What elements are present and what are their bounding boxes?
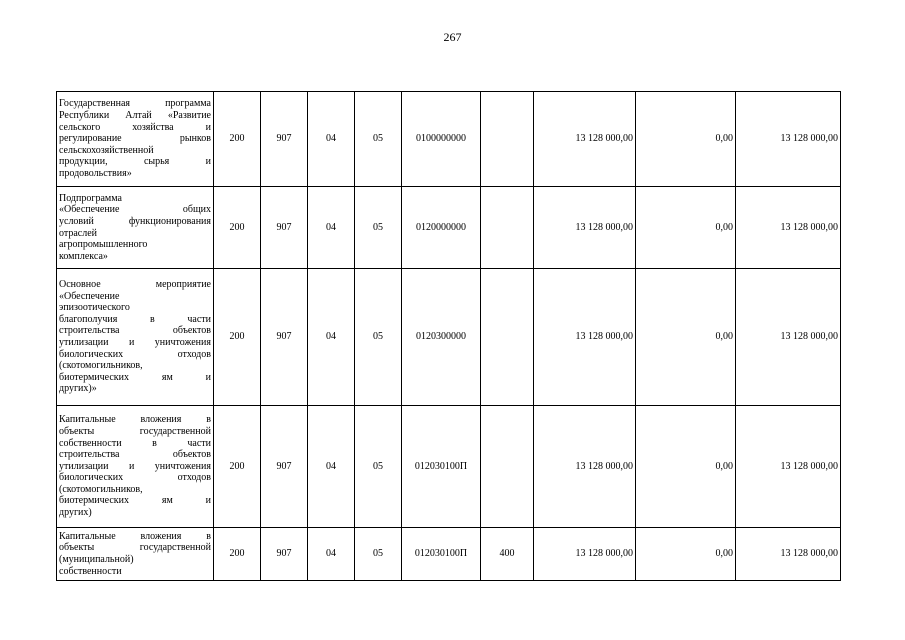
- row-name-cell: [57, 187, 214, 269]
- row-name-cell: [57, 269, 214, 406]
- section-cell: 04: [308, 92, 355, 187]
- amount-change-cell: 0,00: [636, 187, 736, 269]
- rz-cell: 200: [214, 92, 261, 187]
- row-name-line: строительства объектов: [59, 325, 211, 337]
- subsection-cell: 05: [355, 92, 402, 187]
- row-name-line: других)»: [59, 383, 97, 395]
- row-name-line: биологических отходов: [59, 348, 211, 360]
- amount-total-cell: 13 128 000,00: [736, 269, 841, 406]
- amount-total-cell: 13 128 000,00: [736, 187, 841, 269]
- amount-change-cell: 0,00: [636, 406, 736, 528]
- row-name-line: Капитальные вложения в: [59, 530, 211, 542]
- rz-cell: 200: [214, 187, 261, 269]
- row-name-cell: [57, 528, 214, 581]
- target-code-cell: 0120000000: [402, 187, 481, 269]
- subsection-cell: 05: [355, 269, 402, 406]
- row-name-line: других): [59, 507, 92, 519]
- subsection-cell: 05: [355, 187, 402, 269]
- section-cell: 04: [308, 187, 355, 269]
- row-name-line: (скотомогильников,: [59, 483, 143, 495]
- row-name-line: эпизоотического: [59, 302, 130, 314]
- row-name-line: отраслей: [59, 227, 98, 239]
- target-code-cell: 012030100П: [402, 406, 481, 528]
- amount-cell: 13 128 000,00: [534, 187, 636, 269]
- table-row: [57, 269, 841, 406]
- expense-type-cell: [481, 406, 534, 528]
- page-number: 267: [443, 30, 462, 44]
- row-name-cell: [57, 92, 214, 187]
- ministry-code-cell: 907: [261, 92, 308, 187]
- row-name-line: строительства объектов: [59, 449, 211, 461]
- rz-cell: 200: [214, 528, 261, 581]
- row-name-line: Капитальные вложения в: [59, 414, 211, 426]
- row-name-line: агропромышленного: [59, 239, 148, 251]
- amount-cell: 13 128 000,00: [534, 528, 636, 581]
- amount-total-cell: 13 128 000,00: [736, 406, 841, 528]
- expense-type-cell: [481, 187, 534, 269]
- row-name-line: утилизации и уничтожения: [59, 337, 211, 348]
- row-name-line: биотермических ям и: [59, 495, 211, 507]
- expense-type-cell: 400: [481, 528, 534, 581]
- rz-cell: 200: [214, 406, 261, 528]
- target-code-cell: 0120300000: [402, 269, 481, 406]
- subsection-cell: 05: [355, 406, 402, 528]
- amount-change-cell: 0,00: [636, 269, 736, 406]
- row-name-line: продовольствия»: [59, 167, 132, 179]
- row-name-line: сельскохозяйственной: [59, 144, 154, 156]
- subsection-cell: 05: [355, 528, 402, 581]
- expense-type-cell: [481, 92, 534, 187]
- section-cell: 04: [308, 269, 355, 406]
- row-name-line: (муниципальной): [59, 554, 134, 565]
- row-name-line: биотермических ям и: [59, 371, 211, 383]
- row-name-line: сельского хозяйства и: [59, 121, 211, 133]
- row-name-line: комплекса»: [59, 250, 108, 262]
- row-name-line: объекты государственной: [59, 425, 211, 437]
- row-name-line: собственности: [59, 565, 122, 577]
- amount-cell: 13 128 000,00: [534, 406, 636, 528]
- row-name-line: собственности в части: [59, 437, 211, 449]
- row-name-line: «Обеспечение общих: [59, 204, 211, 216]
- row-name-line: благополучия в части: [59, 313, 211, 325]
- amount-total-cell: 13 128 000,00: [736, 92, 841, 187]
- rz-cell: 200: [214, 269, 261, 406]
- row-name-line: объекты государственной: [59, 542, 211, 554]
- amount-change-cell: 0,00: [636, 528, 736, 581]
- row-name-line: Республики Алтай «Развитие: [59, 110, 211, 122]
- budget-table: [56, 91, 841, 581]
- row-name-cell: [57, 406, 214, 528]
- row-name-line: регулирование рынков: [59, 133, 211, 145]
- row-name-line: Государственная программа: [59, 98, 211, 110]
- table-row: [57, 92, 841, 187]
- amount-cell: 13 128 000,00: [534, 92, 636, 187]
- ministry-code-cell: 907: [261, 187, 308, 269]
- table-row: [57, 406, 841, 528]
- row-name-line: условий функционирования: [59, 215, 211, 227]
- amount-cell: 13 128 000,00: [534, 269, 636, 406]
- section-cell: 04: [308, 406, 355, 528]
- row-name-line: (скотомогильников,: [59, 360, 143, 372]
- ministry-code-cell: 907: [261, 269, 308, 406]
- row-name-line: биологических отходов: [59, 472, 211, 484]
- table-row: [57, 528, 841, 581]
- row-name-line: «Обеспечение: [59, 290, 120, 302]
- row-name-line: Основное мероприятие: [59, 279, 211, 291]
- table-row: [57, 187, 841, 269]
- row-name-line: Подпрограмма: [59, 192, 122, 204]
- row-name-line: продукции, сырья и: [59, 156, 211, 168]
- expense-type-cell: [481, 269, 534, 406]
- section-cell: 04: [308, 528, 355, 581]
- row-name-line: утилизации и уничтожения: [59, 460, 211, 472]
- amount-change-cell: 0,00: [636, 92, 736, 187]
- ministry-code-cell: 907: [261, 406, 308, 528]
- amount-total-cell: 13 128 000,00: [736, 528, 841, 581]
- target-code-cell: 0100000000: [402, 92, 481, 187]
- ministry-code-cell: 907: [261, 528, 308, 581]
- target-code-cell: 012030100П: [402, 528, 481, 581]
